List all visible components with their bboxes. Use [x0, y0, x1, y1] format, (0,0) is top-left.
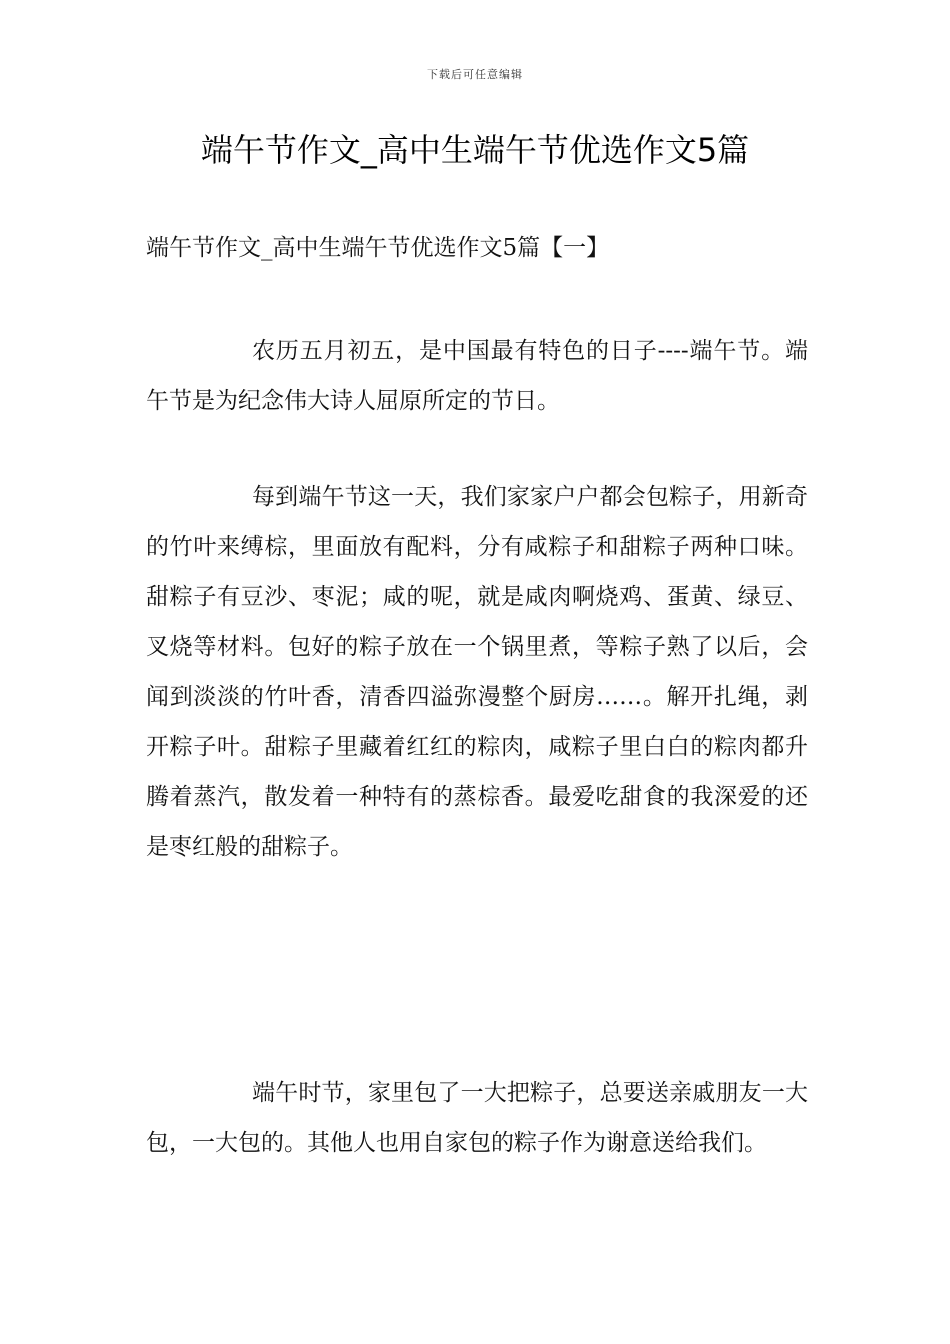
paragraph: 农历五月初五，是中国最有特色的日子----端午节。端午节是为纪念伟大诗人屈原所定的节日。	[146, 338, 808, 414]
header-note: 下载后可任意编辑	[427, 68, 523, 81]
section-heading: 端午节作文_高中生端午节优选作文5篇【一】	[146, 235, 610, 261]
paragraph: 每到端午节这一天，我们家家户户都会包粽子，用新奇的竹叶来缚棕，里面放有配料，分有咸粽子和甜粽子两种口味。甜粽子有豆沙、枣泥；咸的呢，就是咸肉啊烧鸡、蛋黄、绿豆、叉烧等材料。包好的粽子放在一个锅里煮，等粽子熟了以后，会闻到淡淡的竹叶香，清香四溢弥漫整个厨房……。解开扎绳，剥开粽子叶。甜粽子里藏着红红的粽肉，咸粽子里白白的粽肉都升腾着蒸汽，散发着一种特有的蒸棕香。最爱吃甜食的我深爱的还是枣红般的甜粽子。	[146, 484, 808, 860]
document-title: 端午节作文_高中生端午节优选作文5篇	[200, 131, 750, 169]
paragraph: 端午时节，家里包了一大把粽子，总要送亲戚朋友一大包，一大包的。其他人也用自家包的粽子作为谢意送给我们。	[146, 1080, 808, 1156]
